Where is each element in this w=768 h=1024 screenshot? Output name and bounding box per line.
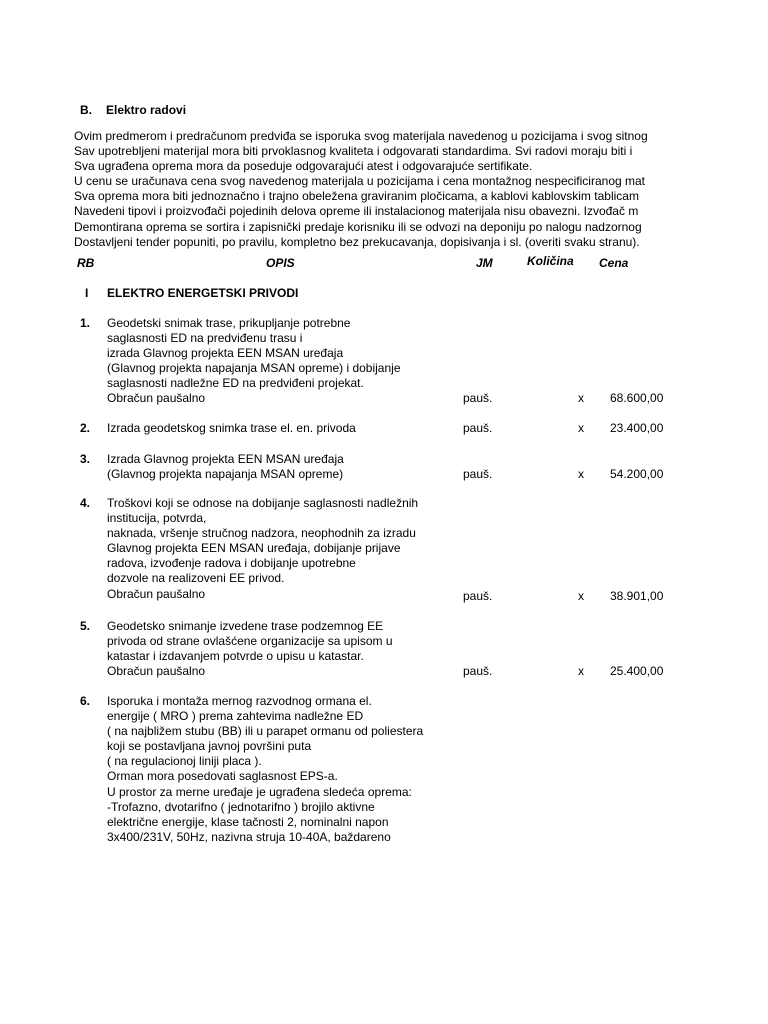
item-quantity: x — [578, 391, 584, 405]
header-jm: JM — [476, 256, 493, 270]
item-description — [107, 316, 401, 407]
item-description — [107, 619, 393, 679]
item-line: 3x400/231V, 50Hz, nazivna struja 10-40A, baždareno — [107, 829, 391, 844]
intro-line: Sav upotrebljeni materijal mora biti prvoklasnog kvaliteta i odgovarati standardima. Svi radovi moraju biti i — [74, 144, 633, 159]
item-line: katastar i izdavanjem potvrde o upisu u katastar. — [107, 649, 364, 664]
item-line: koji se postavljana javnoj površini puta — [107, 739, 312, 754]
item-line: (Glavnog projekta napajanja MSAN opreme) i dobijanje — [107, 361, 401, 376]
intro-line: Ovim predmerom i predračunom predviđa se isporuka svog materijala navedenog u pozicijama i svog sitnog — [74, 129, 648, 143]
item-line: Isporuka i montaža mernog razvodnog ormana el. — [107, 694, 372, 708]
item-description — [107, 452, 344, 482]
item-line: -Trofazno, dvotarifno ( jednotarifno ) brojilo aktivne — [107, 799, 375, 814]
item-price: 38.901,00 — [610, 589, 664, 603]
item-unit: pauš. — [463, 391, 493, 405]
header-kolicina: Količina — [527, 254, 574, 268]
header-rb: RB — [77, 256, 95, 270]
section-title: Elektro radovi — [106, 103, 187, 117]
item-line: Izrada Glavnog projekta EEN MSAN uređaja — [107, 452, 344, 466]
item-number: 6. — [80, 694, 91, 708]
item-description — [107, 496, 418, 602]
intro-text — [74, 129, 686, 250]
item-description — [107, 421, 356, 436]
item-line: naknada, vršenje stručnog nadzora, neophodnih za izradu — [107, 526, 416, 541]
item-price: 25.400,00 — [610, 664, 664, 678]
item-line: Orman mora posedovati saglasnost EPS-a. — [107, 769, 338, 784]
intro-line: Navedeni tipovi i proizvođači pojedinih delova opreme ili instalacionog materijala nisu obavezni. Izvođač m — [74, 204, 639, 219]
group-title: ELEKTRO ENERGETSKI PRIVODI — [107, 286, 299, 300]
group-number: I — [85, 286, 89, 300]
item-unit: pauš. — [463, 421, 493, 435]
item-number: 5. — [80, 619, 91, 633]
intro-line: Demontirana oprema se sortira i zapisnički predaje korisniku ili se odvozi na deponiju po nalogu nadzornog — [74, 219, 642, 234]
item-price: 68.600,00 — [610, 391, 664, 405]
item-price: 23.400,00 — [610, 421, 664, 435]
item-unit: pauš. — [463, 664, 493, 678]
intro-line: U cenu se uračunava cena svog navedenog materijala u pozicijama i cena montažnog nespecificiranog mat — [74, 174, 646, 189]
header-opis: OPIS — [266, 256, 295, 270]
header-cena: Cena — [599, 256, 629, 270]
item-line: U prostor za merne uređaje je ugrađena sledeća oprema: — [107, 784, 412, 799]
item-line: (Glavnog projekta napajanja MSAN opreme) — [107, 467, 344, 482]
item-line: ( na regulacionoj liniji placa ). — [107, 754, 262, 769]
item-line: izrada Glavnog projekta EEN MSAN uređaja — [107, 346, 344, 361]
item-line: Obračun paušalno — [107, 586, 206, 601]
item-number: 2. — [80, 421, 91, 435]
item-line: privoda od strane ovlašćene organizacije sa upisom u — [107, 634, 393, 649]
item-quantity: x — [578, 467, 584, 481]
item-line: Izrada geodetskog snimka trase el. en. privoda — [107, 421, 356, 435]
item-line: električne energije, klase tačnosti 2, nominalni napon — [107, 814, 389, 829]
item-line: saglasnosti nadležne ED na predviđeni projekat. — [107, 376, 364, 391]
item-unit: pauš. — [463, 467, 493, 481]
item-unit: pauš. — [463, 589, 493, 603]
intro-line: Dostavljeni tender popuniti, po pravilu, kompletno bez prekucavanja, dopisivanja i sl. (overiti svaku stranu). — [74, 234, 640, 249]
item-line: institucija, potvrda, — [107, 511, 207, 526]
item-line: radova, izvođenje radova i dobijanje upotrebne — [107, 556, 356, 571]
item-number: 3. — [80, 452, 91, 466]
item-line: Glavnog projekta EEN MSAN uređaja, dobijanje prijave — [107, 541, 401, 556]
item-line: ( na najbližem stubu (BB) ili u parapet ormanu od poliestera — [107, 724, 424, 739]
section-letter: B. — [80, 103, 92, 117]
item-line: Geodetsko snimanje izvedene trase podzemnog EE — [107, 619, 384, 633]
item-line: dozvole na realizoveni EE privod. — [107, 571, 285, 586]
item-quantity: x — [578, 589, 584, 603]
item-line: Obračun paušalno — [107, 391, 206, 406]
item-line: saglasnosti ED na predviđenu trasu i — [107, 331, 303, 346]
item-number: 4. — [80, 496, 91, 510]
item-line: energije ( MRO ) prema zahtevima nadležne ED — [107, 709, 364, 724]
item-price: 54.200,00 — [610, 467, 664, 481]
item-line: Geodetski snimak trase, prikupljanje potrebne — [107, 316, 351, 330]
item-quantity: x — [578, 421, 584, 435]
item-number: 1. — [80, 316, 91, 330]
intro-line: Sva ugrađena oprema mora da poseduje odgovarajući atest i odgovarajuće sertifikate. — [74, 159, 533, 174]
intro-line: Sva oprema mora biti jednoznačno i trajno obeležena graviranim pločicama, a kablovi kablovskim tablicam — [74, 189, 639, 204]
item-quantity: x — [578, 664, 584, 678]
item-line: Troškovi koji se odnose na dobijanje saglasnosti nadležnih — [107, 496, 419, 510]
item-line: Obračun paušalno — [107, 664, 206, 679]
item-description — [107, 694, 423, 845]
